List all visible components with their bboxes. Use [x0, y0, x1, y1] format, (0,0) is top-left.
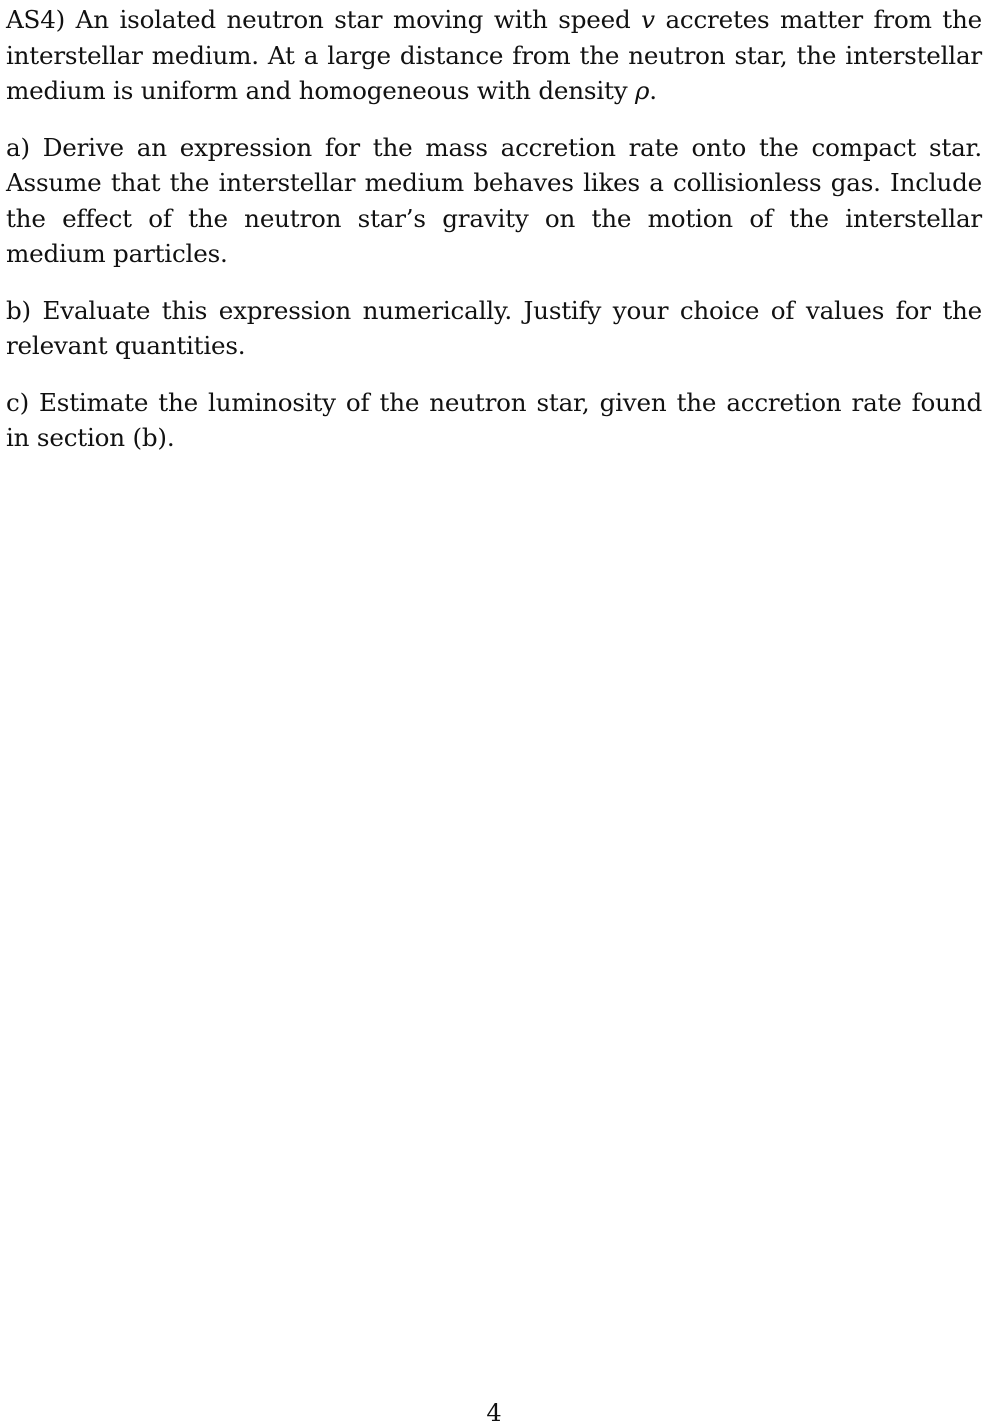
part-a: a) Derive an expression for the mass accretion rate onto the compact star. Assume that the interstellar medium behaves likes a collisionless gas. Include the effect of the neutron star’s gravity on the motion of the interstellar medium particles.	[6, 132, 982, 268]
part-b: b) Evaluate this expression numerically. Justify your choice of values for the relevant quantities.	[6, 295, 982, 360]
problem-text	[6, 2, 982, 456]
intro-text-end: .	[649, 76, 657, 105]
problem-intro	[6, 2, 982, 109]
intro-text-middle: accretes matter from the interstellar medium. At a large distance from the neutron star, the interstellar medium is uniform and homogeneous with density	[6, 5, 982, 105]
intro-text-start: AS4) An isolated neutron star moving with speed	[6, 5, 642, 34]
part-c: c) Estimate the luminosity of the neutron star, given the accretion rate found in section (b).	[6, 387, 982, 452]
speed-symbol: v	[641, 5, 655, 34]
page-number: 4	[486, 1399, 502, 1427]
density-symbol: ρ	[635, 76, 650, 105]
